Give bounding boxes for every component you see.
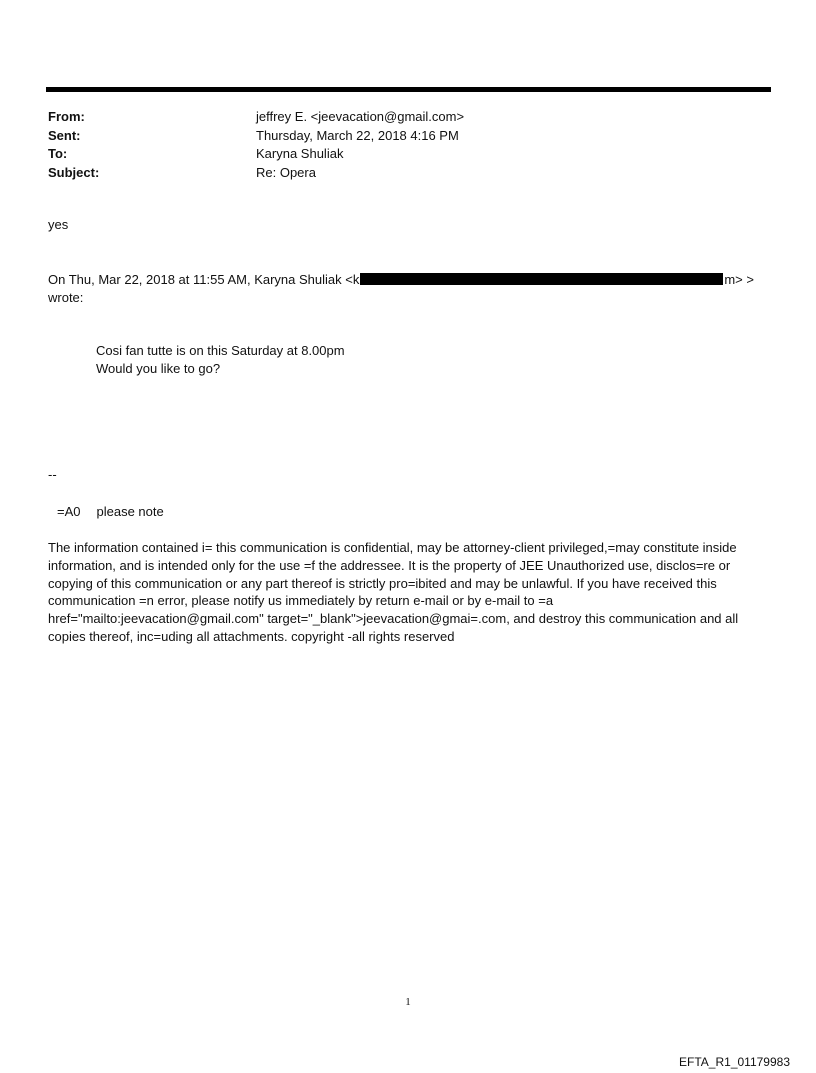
subject-label: Subject: — [48, 164, 100, 180]
from-label: From: — [48, 109, 85, 124]
disclaimer-text: The information contained i= this communication is confidential, may be attorney-client privileged,=may constitute inside information, and is intended only for the use =f the addressee. It is the property of JEE Unauthorized use, disclos=re or copying of this communication or any part thereof is strictly pro=ibited and may be unlawful. If you have received this communication =n error, please notify us immediately by return e-mail or by e-mail to =a href="mailto:jeevacation@gmail.com" target="_blank">jeevacation@gmai=.com, and destroy this communication and all copies thereof, inc=uding all attachments. copyright -all rights reserved — [48, 540, 739, 644]
sent-value: Thursday, March 22, 2018 4:16 PM — [256, 127, 459, 143]
reply-text: yes — [48, 217, 69, 232]
quoted-line-1: Cosi fan tutte is on this Saturday at 8.00pm — [96, 343, 345, 358]
quote-intro — [48, 271, 768, 306]
quote-intro-wrote: wrote: — [48, 289, 84, 305]
header-rule — [46, 87, 771, 92]
to-value: Karyna Shuliak — [256, 146, 344, 161]
document-id: EFTA_R1_01179983 — [679, 1055, 790, 1069]
subject-value: Re: Opera — [256, 164, 316, 180]
page-number: 1 — [405, 996, 411, 1008]
redaction-bar — [360, 273, 723, 285]
quoted-line-2: Would you like to go? — [96, 360, 221, 376]
sent-label: Sent: — [48, 127, 81, 143]
from-value: jeffrey E. <jeevacation@gmail.com> — [256, 109, 465, 124]
quote-intro-start: On Thu, Mar 22, 2018 at 11:55 AM, Karyna Shuliak <k — [48, 272, 360, 287]
quoted-message — [96, 342, 345, 377]
note-prefix: =A0 — [57, 504, 81, 519]
quote-intro-end: m> > — [724, 272, 754, 287]
note-text: please note — [96, 504, 164, 519]
to-label: To: — [48, 146, 68, 161]
quote-intro-line — [48, 271, 768, 289]
signature-separator: -- — [48, 467, 57, 482]
note-line — [57, 503, 164, 521]
